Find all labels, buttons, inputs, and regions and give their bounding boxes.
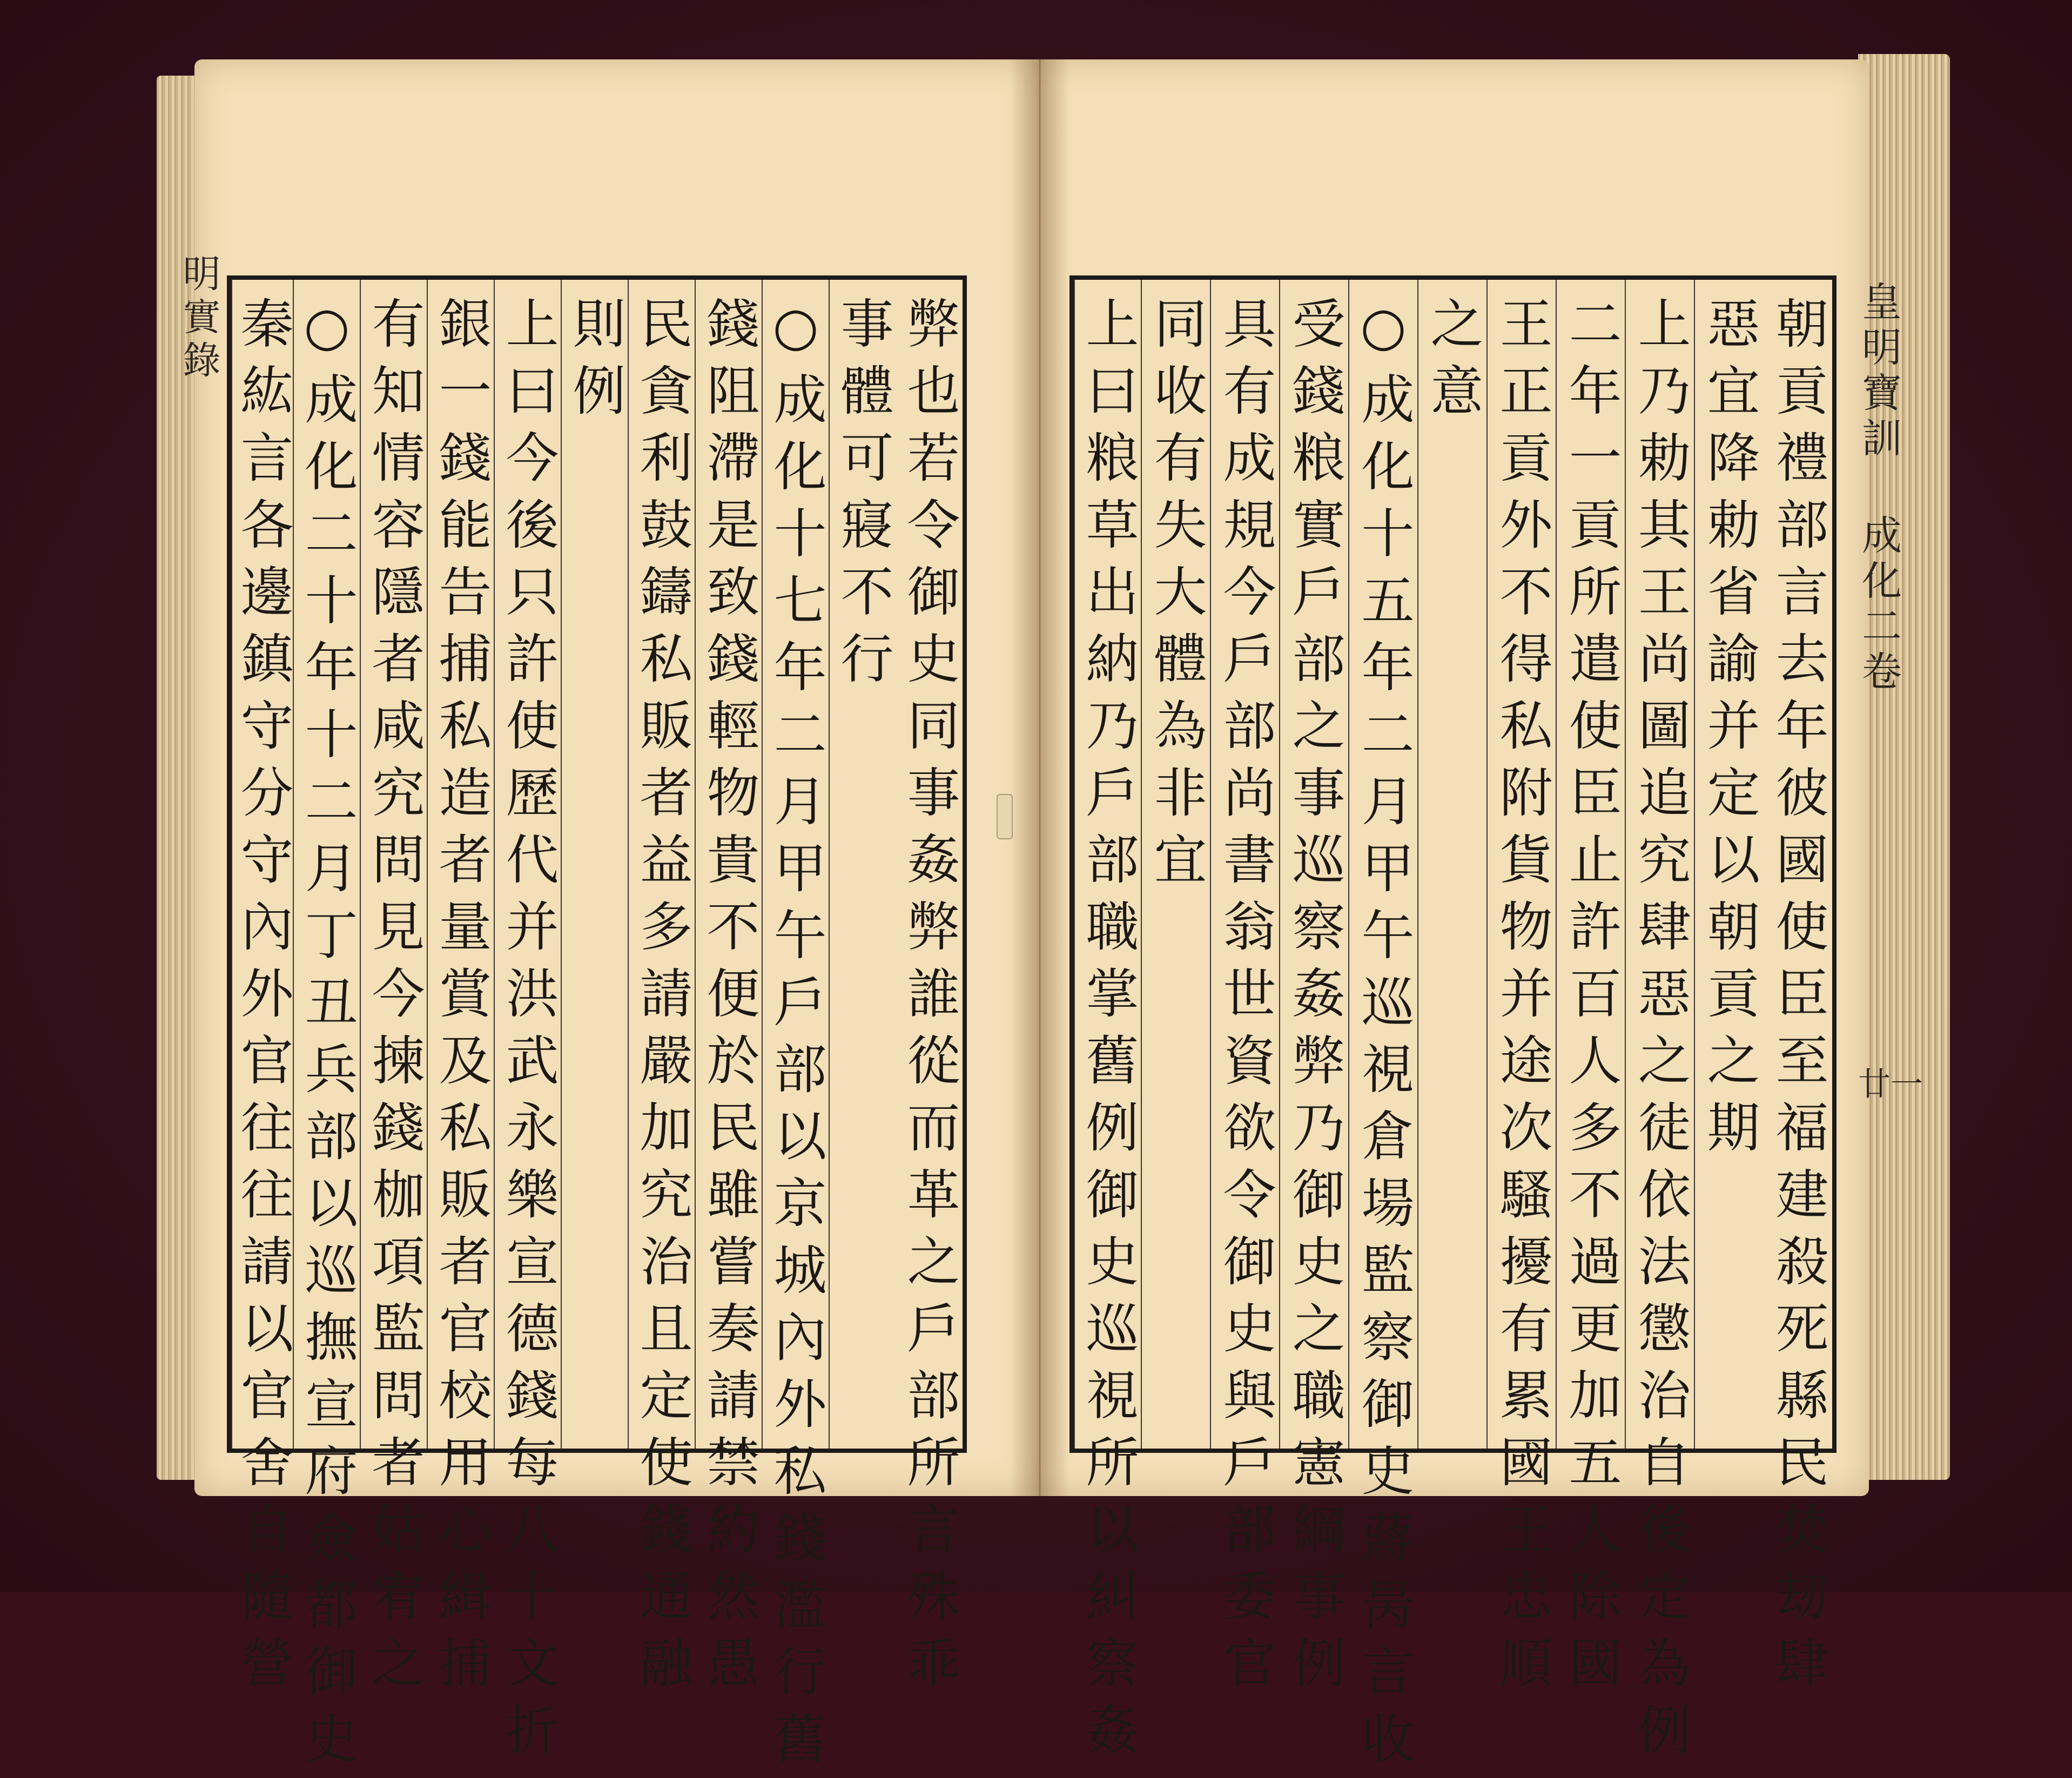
text-column: 上曰粮草出納乃戶部職掌舊例御史巡視所以糾察姦	[1074, 280, 1141, 1449]
left-text-frame	[227, 275, 967, 1778]
text-column: 弊也若令御史同事姦弊誰從而革之戶部所言殊乖	[898, 296, 960, 1702]
text-column: 有知情容隱者咸究問見今揀錢枷項監問者姑宥之	[360, 280, 427, 1449]
text-column: 王正貢外不得私附貨物并途次騷擾有累國王忠順	[1486, 280, 1556, 1449]
text-column: ○成化十五年二月甲午巡視倉場監察御史蔣昺言收	[1348, 280, 1417, 1449]
text-column: 受錢粮實戶部之事巡察姦弊乃御史之職憲綱事例	[1279, 280, 1348, 1449]
left-side-title: 明實錄	[177, 254, 221, 383]
text-column: 錢阻滯是致錢輕物貴不便於民雖嘗奏請禁約然愚	[695, 280, 762, 1449]
text-column: 惡宜降勅省諭并定以朝貢之期	[1694, 280, 1763, 1449]
binding-tab	[997, 794, 1013, 839]
folio-number: 廿一	[1858, 1066, 1923, 1103]
text-column: 秦紘言各邊鎮守分守內外官往往請以官舍自隨營	[231, 280, 293, 1449]
text-column: 朝貢禮部言去年彼國使臣至福建殺死縣民焚刼肆	[1767, 296, 1828, 1702]
right-text-frame	[1069, 275, 1836, 1778]
text-column: 銀一錢能告捕私造者量賞及私販者官校用心緝捕	[427, 280, 494, 1449]
text-column: ○成化二十年十二月丁丑兵部以巡撫宣府僉都御史	[293, 280, 360, 1449]
text-column: 上乃勅其王尚圖追究肆惡之徒依法懲治自後定為例	[1625, 280, 1694, 1449]
text-column: ○成化十七年二月甲午戶部以京城內外私錢濫行舊	[762, 280, 829, 1449]
text-column: 上曰今後只許使歷代并洪武永樂宣德錢每八十文折	[494, 280, 561, 1449]
text-column: 則例	[561, 280, 628, 1449]
text-column: 同收有失大體為非宜	[1141, 280, 1210, 1449]
text-column: 事體可寢不行	[829, 280, 896, 1449]
right-side-title: 皇明寶訓 成化二卷	[1855, 281, 1902, 696]
text-column: 民貪利鼓鑄私販者益多請嚴加究治且定使錢通融	[628, 280, 695, 1449]
text-column: 二年一貢所遣使臣止許百人多不過更加五人除國	[1556, 280, 1625, 1449]
text-column: 具有成規今戶部尚書翁世資欲令御史與戶部委官	[1210, 280, 1279, 1449]
text-column: 之意	[1417, 280, 1486, 1449]
book-gutter	[1010, 59, 1069, 1496]
